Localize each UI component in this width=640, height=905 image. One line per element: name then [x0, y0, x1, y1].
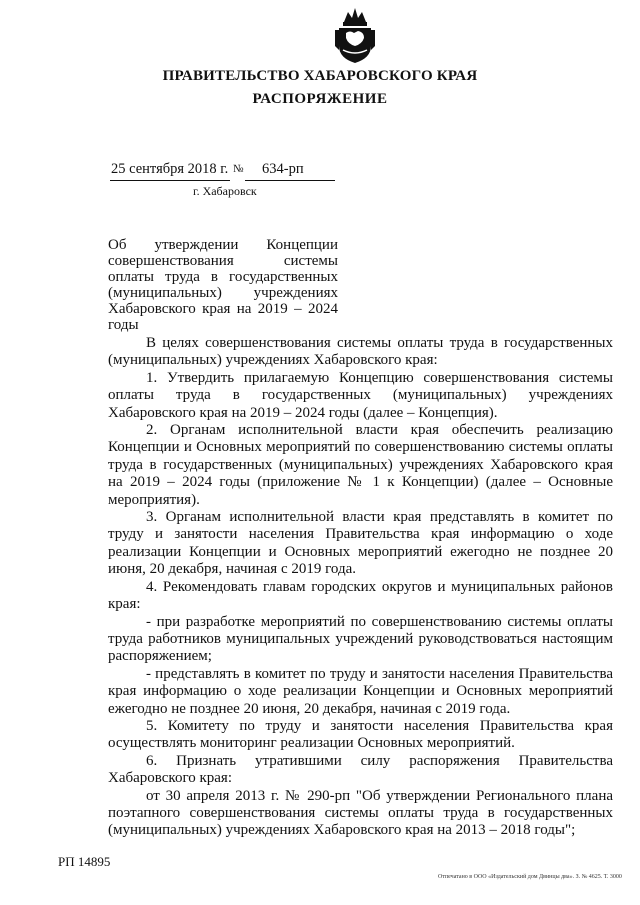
document-type: РАСПОРЯЖЕНИЕ [252, 91, 388, 107]
paragraph: 1. Утвердить прилагаемую Концепцию совершенствования системы оплаты труда в государственных (муниципальных) учреждениях Хабаровского края на 2019 – 2024 годы (далее – Концепция). [108, 369, 613, 421]
number-underline [245, 180, 335, 181]
paragraph: 2. Органам исполнительной власти края обеспечить реализацию Концепции и Основных мероприятий по совершенствованию системы оплаты труда в государственных (муниципальных) учреждениях Хабаровского края на 2019 – 2024 годы (приложение № 1 к Концепции) (далее – Основные мероприятия). [108, 422, 613, 508]
document-body [108, 335, 613, 840]
document-number: 634-рп [262, 161, 304, 177]
printer-imprint: Отпечатано в ООО «Издательский дом Двинцы два». З. № 4625. Т. 3000 [438, 874, 622, 880]
paragraph: - представлять в комитет по труду и занятости населения Правительства края информацию о ходе реализации Концепции и Основных мероприятий ежегодно не позднее 20 июня, 20 декабря, начиная с 2019 года. [108, 665, 613, 717]
paragraph: В целях совершенствования системы оплаты труда в государственных (муниципальных) учреждениях Хабаровского края: [108, 335, 613, 369]
paragraph: - при разработке мероприятий по совершенствованию системы оплаты труда работников муниципальных учреждений руководствоваться настоящим распоряжением; [108, 613, 613, 665]
paragraph: 5. Комитету по труду и занятости населения Правительства края осуществлять мониторинг реализации Основных мероприятий. [108, 717, 613, 752]
coat-of-arms-icon [334, 6, 376, 64]
paragraph: 3. Органам исполнительной власти края представлять в комитет по труду и занятости населения Правительства края информацию о ходе реализации Концепции и Основных мероприятий ежегодно не позднее 20 июня, 20 декабря, начиная с 2019 года. [108, 509, 613, 578]
paragraph: от 30 апреля 2013 г. № 290-рп "Об утверждении Регионального плана поэтапного совершенствования системы оплаты труда в государственных (муниципальных) учреждениях Хабаровского края на 2013 – 2018 годы"; [108, 787, 613, 839]
document-code: РП 14895 [58, 854, 111, 869]
document-city: г. Хабаровск [193, 184, 257, 198]
document-date: 25 сентября 2018 г. [111, 161, 229, 177]
paragraph: 4. Рекомендовать главам городских округов и муниципальных районов края: [108, 578, 613, 613]
number-sign: № [233, 163, 244, 175]
document-subject: Об утверждении Концепции совершенствования системы оплаты труда в государственных (муниципальных) учреждениях Хабаровского края на 2019 – 2024 годы [108, 237, 338, 333]
paragraph: 6. Признать утратившими силу распоряжения Правительства Хабаровского края: [108, 752, 613, 787]
government-title: ПРАВИТЕЛЬСТВО ХАБАРОВСКОГО КРАЯ [162, 68, 478, 84]
date-underline [110, 180, 230, 181]
